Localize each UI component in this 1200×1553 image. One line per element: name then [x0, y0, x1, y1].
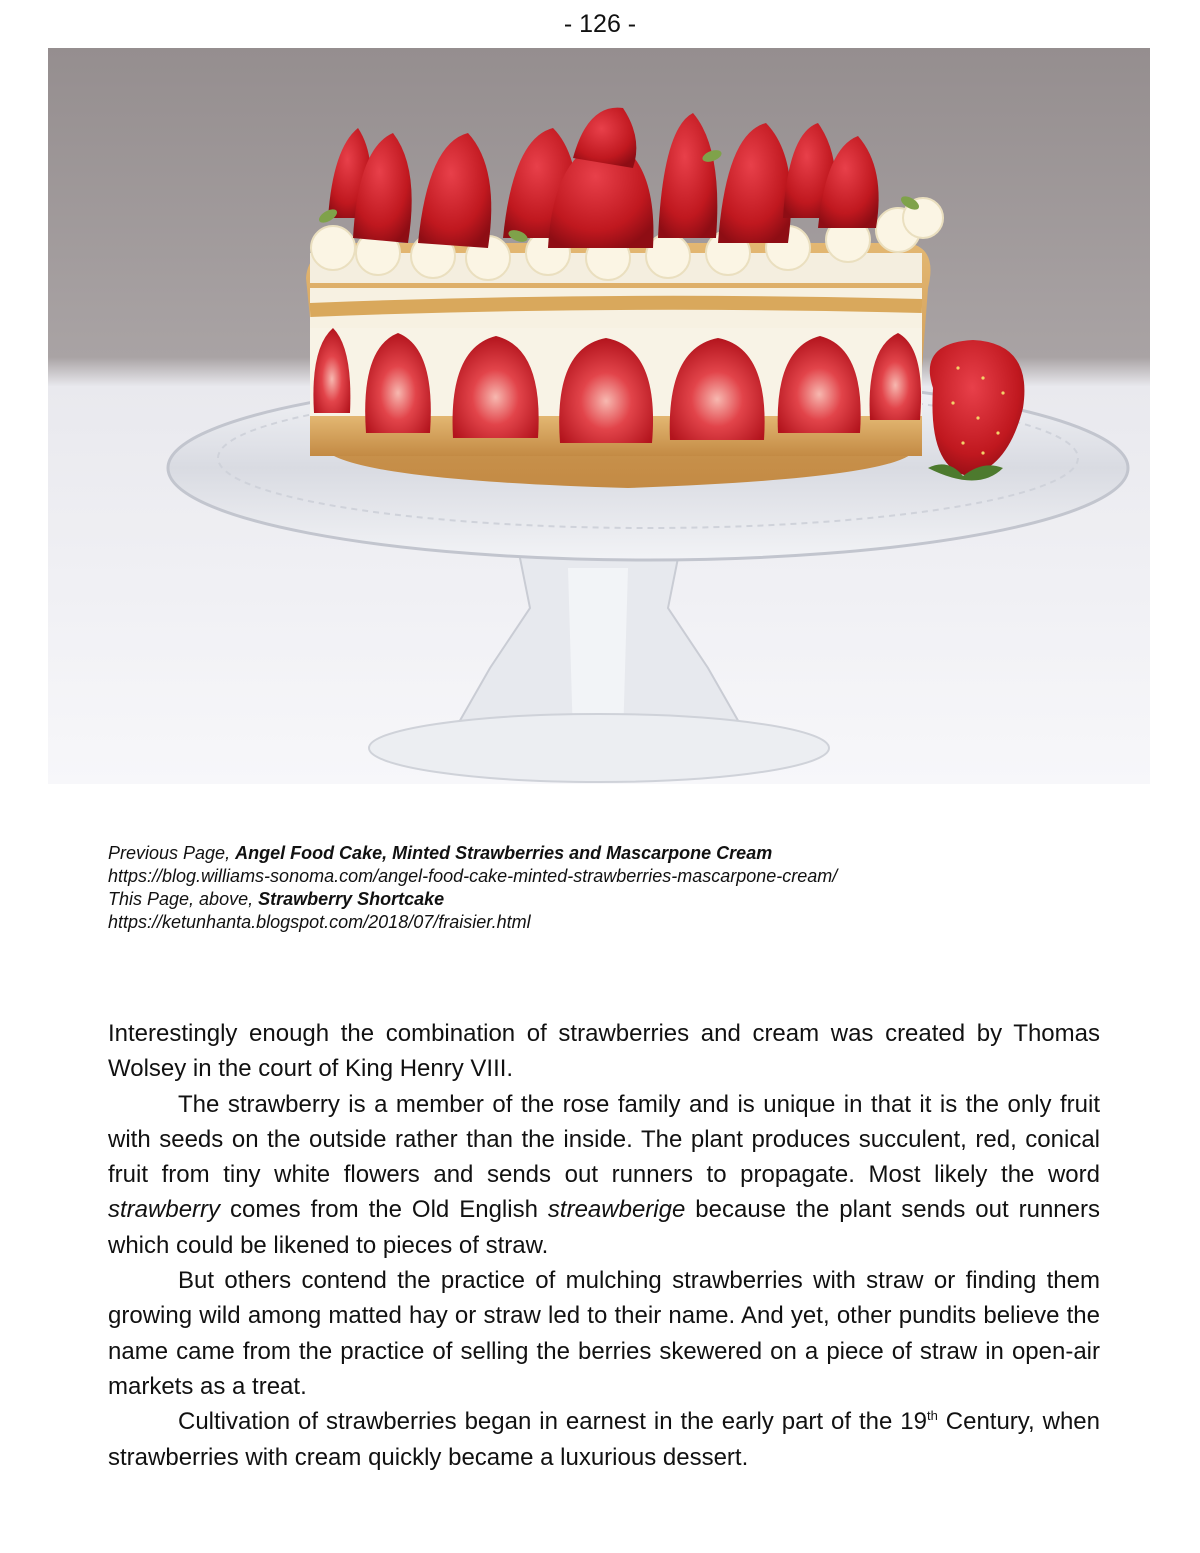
- cake-photo: [48, 48, 1150, 784]
- caption-url-previous[interactable]: https://blog.williams-sonoma.com/angel-food-cake-minted-strawberries-mascarpone-cream/: [108, 866, 838, 886]
- photo-caption: [108, 842, 1108, 934]
- caption-line-3: This Page, above, Strawberry Shortcake: [108, 889, 445, 909]
- page-number: - 126 -: [563, 10, 637, 38]
- paragraph-3: But others contend the practice of mulching strawberries with straw or finding them growing wild among matted hay or straw led to their name. And yet, other pundits believe the name came from the practice of selling the berries skewered on a piece of straw in open-air markets as a treat.: [108, 1267, 1100, 1400]
- paragraph-4: Cultivation of strawberries began in earnest in the early part of the 19th Century, when strawberries with cream quickly became a luxurious dessert.: [108, 1408, 1100, 1471]
- caption-title-this: Strawberry Shortcake: [258, 889, 445, 909]
- caption-url-this[interactable]: https://ketunhanta.blogspot.com/2018/07/fraisier.html: [108, 912, 531, 932]
- caption-line-1: Previous Page, Angel Food Cake, Minted Strawberries and Mascarpone Cream: [108, 843, 773, 863]
- caption-title-previous: Angel Food Cake, Minted Strawberries and Mascarpone Cream: [235, 843, 773, 863]
- article-body: [108, 1016, 1100, 1475]
- paragraph-1: Interestingly enough the combination of strawberries and cream was created by Thomas Wolsey in the court of King Henry VIII.: [108, 1020, 1100, 1083]
- paragraph-2: The strawberry is a member of the rose family and is unique in that it is the only fruit with seeds on the outside rather than the inside. The plant produces succulent, red, conical fruit from tiny white flowers and sends out runners to propagate. Most likely the word strawberry comes from the Old English streawberige because the plant sends out runners which could be likened to pieces of straw.: [108, 1090, 1100, 1259]
